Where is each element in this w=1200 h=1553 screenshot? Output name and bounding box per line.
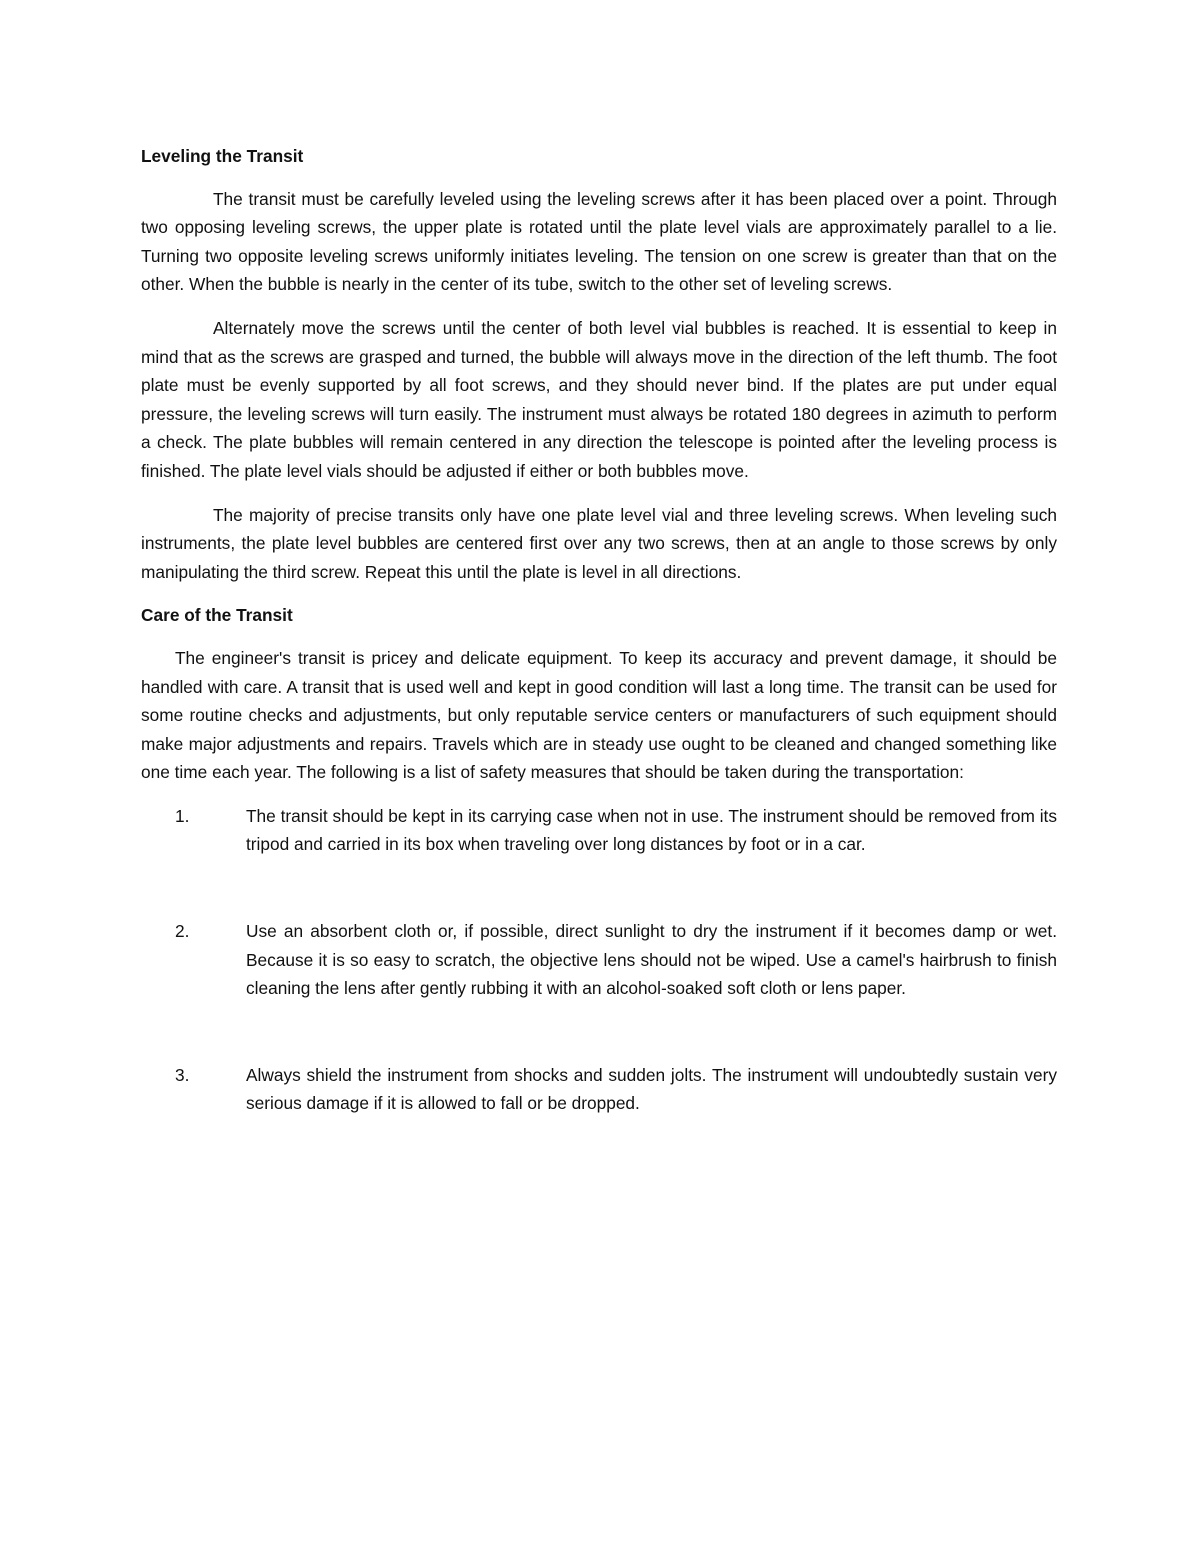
list-item-number: 3. <box>175 1064 190 1085</box>
document-body <box>141 142 1057 1118</box>
list-item-text: The transit should be kept in its carrying case when not in use. The instrument should be removed from its tripod and carried in its box when traveling over long distances by foot or in a car. <box>246 805 1057 855</box>
list-item-text: Always shield the instrument from shocks and sudden jolts. The instrument will undoubtedly sustain very serious damage if it is allowed to fall or be dropped. <box>246 1064 1057 1114</box>
safety-measures-list <box>141 802 1057 1118</box>
paragraph: The majority of precise transits only have one plate level vial and three leveling screws. When leveling such instruments, the plate level bubbles are centered first over any two screws, then at an angle to those screws by only manipulating the third screw. Repeat this until the plate is level in all directions. <box>141 504 1057 582</box>
section-heading-care: Care of the Transit <box>141 605 293 626</box>
list-item-number: 2. <box>175 921 190 942</box>
paragraph: Alternately move the screws until the center of both level vial bubbles is reached. It is essential to keep in mind that as the screws are grasped and turned, the bubble will always move in the direction of the left thumb. The foot plate must be evenly supported by all foot screws, and they should never bind. If the plates are put under equal pressure, the leveling screws will turn easily. The instrument must always be rotated 180 degrees in azimuth to perform a check. The plate bubbles will remain centered in any direction the telescope is pointed after the leveling process is finished. The plate level vials should be adjusted if either or both bubbles move. <box>141 317 1057 481</box>
list-item-text: Use an absorbent cloth or, if possible, direct sunlight to dry the instrument if it becomes damp or wet. Because it is so easy to scratch, the objective lens should not be wiped. Use a camel's hairbrush to finish cleaning the lens after gently rubbing it with an alcohol-soaked soft cloth or lens paper. <box>246 921 1057 999</box>
list-item-number: 1. <box>175 805 190 826</box>
paragraph: The transit must be carefully leveled using the leveling screws after it has been placed over a point. Through two opposing leveling screws, the upper plate is rotated until the plate level vials are approximately parallel to a lie. Turning two opposite leveling screws uniformly initiates leveling. The tension on one screw is greater than that on the other. When the bubble is nearly in the center of its tube, switch to the other set of leveling screws. <box>141 188 1057 295</box>
list-item <box>141 802 1057 859</box>
section-heading-leveling: Leveling the Transit <box>141 146 304 166</box>
list-item <box>141 917 1057 1003</box>
list-item <box>141 1061 1057 1118</box>
paragraph: The engineer's transit is pricey and delicate equipment. To keep its accuracy and prevent damage, it should be handled with care. A transit that is used well and kept in good condition will last a long time. The transit can be used for some routine checks and adjustments, but only reputable service centers or manufacturers of such equipment should make major adjustments and repairs. Travels which are in steady use ought to be cleaned and changed something like one time each year. The following is a list of safety measures that should be taken during the transportation: <box>141 647 1057 783</box>
